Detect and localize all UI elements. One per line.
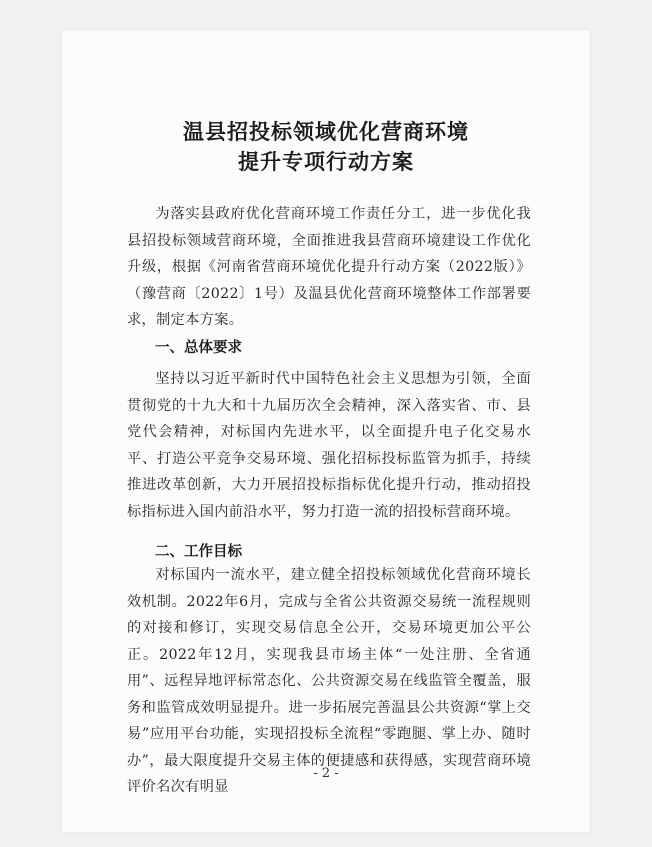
document-page bbox=[62, 30, 590, 832]
section2-heading: 二、工作目标 bbox=[155, 544, 242, 560]
intro-text: 为落实县政府优化营商环境工作责任分工，进一步优化我县招投标领域营商环境，全面推进我县营商环境建设工作优化升级，根据《河南省营商环境优化提升行动方案（2022版）》（豫营商〔2022〕1号）及温县优化营商环境整体工作部署要求，制定本方案。 bbox=[127, 206, 531, 328]
document-title-line1: 温县招投标领域优化营商环境 bbox=[183, 119, 469, 144]
document-title-line2: 提升专项行动方案 bbox=[238, 149, 414, 174]
section2-paragraph bbox=[127, 562, 531, 801]
section2-text: 对标国内一流水平，建立健全招投标领域优化营商环境长效机制。2022年6月，完成与全省公共资源交易统一流程规则的对接和修订，实现交易信息全公开，交易环境更加公平公正。2022年12月，实现我县市场主体“一处注册、全省通用”、远程异地评标常态化、公共资源交易在线监管全覆盖，服务和监管成效明显提升。进一步拓展完善温县公共资源“掌上交易”应用平台功能，实现招投标全流程“零跑腿、掌上办、随时办”，最大限度提升交易主体的便捷感和获得感，实现营商环境评价名次有明显 bbox=[127, 567, 531, 795]
section1-text: 坚持以习近平新时代中国特色社会主义思想为引领，全面贯彻党的十九大和十九届历次全会精神，深入落实省、市、县党代会精神，对标国内先进水平，以全面提升电子化交易水平、打造公平竞争交易环境、强化招标投标监管为抓手，持续推进改革创新，大力开展招投标指标优化提升行动，推动招投标指标进入国内前沿水平，努力打造一流的招投标营商环境。 bbox=[127, 371, 531, 520]
section1-paragraph bbox=[127, 366, 531, 525]
section1-heading: 一、总体要求 bbox=[155, 340, 242, 356]
intro-paragraph bbox=[127, 201, 531, 334]
page-number: - 2 - bbox=[313, 766, 339, 781]
